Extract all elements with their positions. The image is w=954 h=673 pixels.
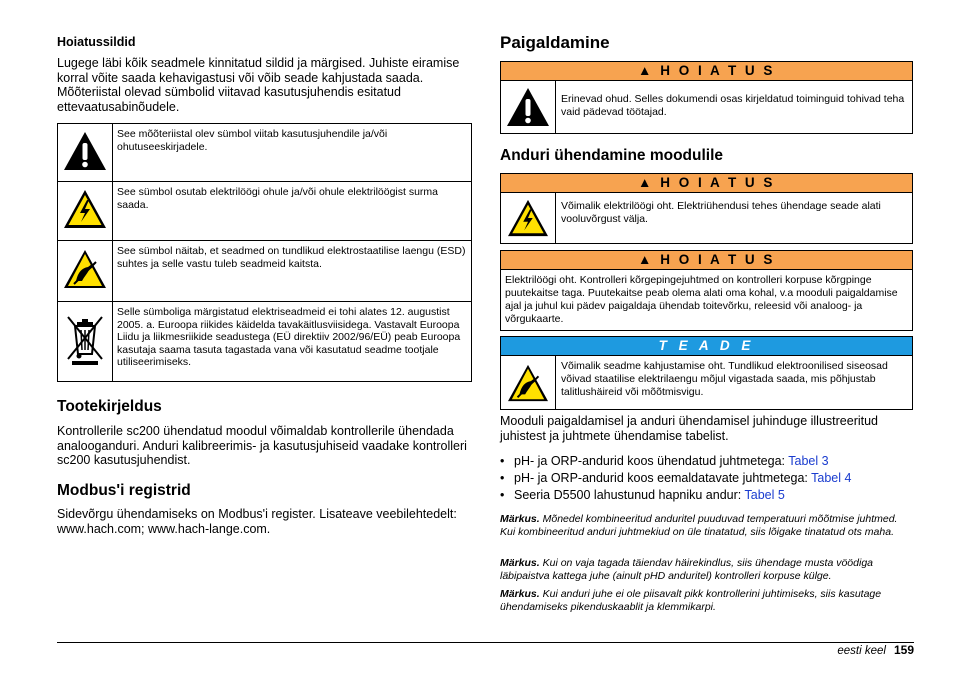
modbus-heading: Modbus'i registrid: [57, 482, 191, 499]
bullet-list: [500, 453, 914, 504]
sensor-heading: Anduri ühendamine moodulile: [500, 147, 724, 164]
modbus-text: Sidevõrgu ühendamiseks on Modbus'i register. Lisateave veebilehtedelt: www.hach.com; www.hach-lange.com.: [57, 507, 457, 536]
table-row: [58, 241, 472, 302]
box-icon-cell: [501, 81, 556, 133]
warning-label: H O I A T U S: [660, 252, 775, 267]
warning-header: [501, 251, 912, 270]
symbol-text: See sümbol näitab, et seadmed on tundlikud elektrostaatilise laengu (ESD) suhtes ja selle vastu tuleb seadmeid kaitsta.: [113, 241, 472, 302]
warning-header: [501, 174, 912, 193]
footer-divider: [57, 642, 914, 643]
esd-icon: [506, 363, 550, 403]
product-heading: Tootekirjeldus: [57, 398, 162, 415]
install-heading: Paigaldamine: [500, 33, 610, 52]
warnings-heading: Hoiatussildid: [57, 35, 136, 49]
symbol-cell: [58, 124, 113, 182]
table-row: [58, 124, 472, 182]
box-icon-cell: [501, 193, 556, 243]
warning-small-icon: ▲: [638, 63, 654, 78]
warning-triangle-icon: [62, 130, 108, 172]
warnings-intro: Lugege läbi kõik seadmele kinnitatud sildid ja märgised. Juhiste eiramise korral võite saada kehavigastusi või võib seade kahjustada saada. Mõõteriistal olevad sümbolid viitavad kasutusjuhendis esitatud ettevaatusabinõudele.: [57, 56, 460, 114]
box-text: Võimalik seadme kahjustamise oht. Tundlikud elektroonilised siseosad võivad staatilise elektrilaengu mõjul vigastada saada, mis põhjustab talitlushäireid või mõõtmisvigu.: [561, 360, 888, 398]
warning-small-icon: ▲: [638, 175, 654, 190]
crossed-bin-icon: [62, 314, 108, 366]
box-icon-cell: [501, 356, 556, 409]
link-tabel-4[interactable]: Tabel 4: [811, 471, 852, 485]
note-2: Märkus. Kui on vaja tagada täiendav häirekindlus, siis ühendage musta vöödiga läbipaistva kattega juhe (ainult pHD anduritel) kontrolleri korpuse külge.: [500, 557, 873, 582]
symbol-text: Selle sümboliga märgistatud elektriseadmeid ei tohi alates 12. augustist 2005. a. Euroopa riikides käidelda tavakäitlusviisidega. Vastavalt Euroopa Liidu ja liikmesriikide seadustega (EÜ direktiiv 2002/96/EÜ) peab Euroopa kasutaja saama tasuta tagastada vana või kasutatud seadme tootjale utiliseerimiseks.: [113, 302, 472, 382]
link-tabel-5[interactable]: Tabel 5: [744, 488, 785, 502]
esd-icon: [62, 248, 108, 290]
footer: [837, 643, 914, 657]
footer-language: eesti keel: [837, 645, 886, 657]
table-row: [58, 182, 472, 241]
box-text: Elektrilöögi oht. Kontrolleri kõrgepingejuhtmed on kontrolleri korpuse kõrgpinge puutekaitse taga. Puutekaitse peab olema alati oma kohal, v.a mooduli paigaldamise ajal ja juhul kui pädev paigaldaja ühendab toitevõrku, releesid või analoog- ja võrgukaarte.: [505, 274, 898, 325]
warning-box-2: [500, 173, 913, 244]
box-text: Võimalik elektrilöögi oht. Elektriühendusi tehes ühendage seade alati vooluvõrgust välja.: [561, 200, 881, 225]
electric-shock-icon: [506, 198, 550, 238]
warning-triangle-icon: [505, 86, 551, 128]
notice-box: [500, 336, 913, 410]
warning-box-1: [500, 61, 913, 134]
warning-label: H O I A T U S: [660, 63, 775, 78]
note-1: Märkus. Mõnedel kombineeritud anduritel puuduvad temperatuuri mõõtmise juhtmed. Kui kombineeritud anduri juhtmekiud on üle tinatatud, siis lõigake tinatatud ots maha.: [500, 513, 898, 538]
table-row: [58, 302, 472, 382]
product-text: Kontrollerile sc200 ühendatud moodul võimaldab kontrollerile ühendada analooganduri. Anduri kalibreerimis- ja kasutusjuhiseid vaadake kontrolleri sc200 kasutusjuhendist.: [57, 424, 467, 467]
list-item: • Seeria D5500 lahustunud hapniku andur: Tabel 5: [500, 487, 914, 504]
warning-header: [501, 62, 912, 81]
notice-header: T E A D E: [501, 337, 912, 356]
warning-box-3: [500, 250, 913, 331]
box-text: Erinevad ohud. Selles dokumendi osas kirjeldatud toiminguid tohivad teha vaid pädevad töötajad.: [561, 93, 905, 118]
symbol-cell: [58, 241, 113, 302]
symbol-text: See mõõteriistal olev sümbol viitab kasutusjuhendile ja/või ohutuseeskirjadele.: [113, 124, 472, 182]
list-item: • pH- ja ORP-andurid koos eemaldatavate juhtmetega: Tabel 4: [500, 470, 914, 487]
warning-label: H O I A T U S: [660, 175, 775, 190]
page-number: 159: [893, 643, 914, 657]
connect-text: Mooduli paigaldamisel ja anduri ühendamisel juhinduge illustreeritud juhistest ja juhtmete ühendamise tabelist.: [500, 414, 879, 443]
warning-small-icon: ▲: [638, 252, 654, 267]
symbol-cell: [58, 182, 113, 241]
symbols-table: [57, 123, 472, 382]
note-3: Märkus. Kui anduri juhe ei ole piisavalt pikk kontrollerini juhtimiseks, siis kasutage ühendamiseks pikenduskaablit ja klemmikarpi.: [500, 588, 882, 613]
symbol-text: See sümbol osutab elektrilöögi ohule ja/või ohule elektrilöögist surma saada.: [113, 182, 472, 241]
electric-shock-icon: [62, 188, 108, 230]
symbol-cell: [58, 302, 113, 382]
link-tabel-3[interactable]: Tabel 3: [788, 454, 829, 468]
list-item: • pH- ja ORP-andurid koos ühendatud juhtmetega: Tabel 3: [500, 453, 914, 470]
